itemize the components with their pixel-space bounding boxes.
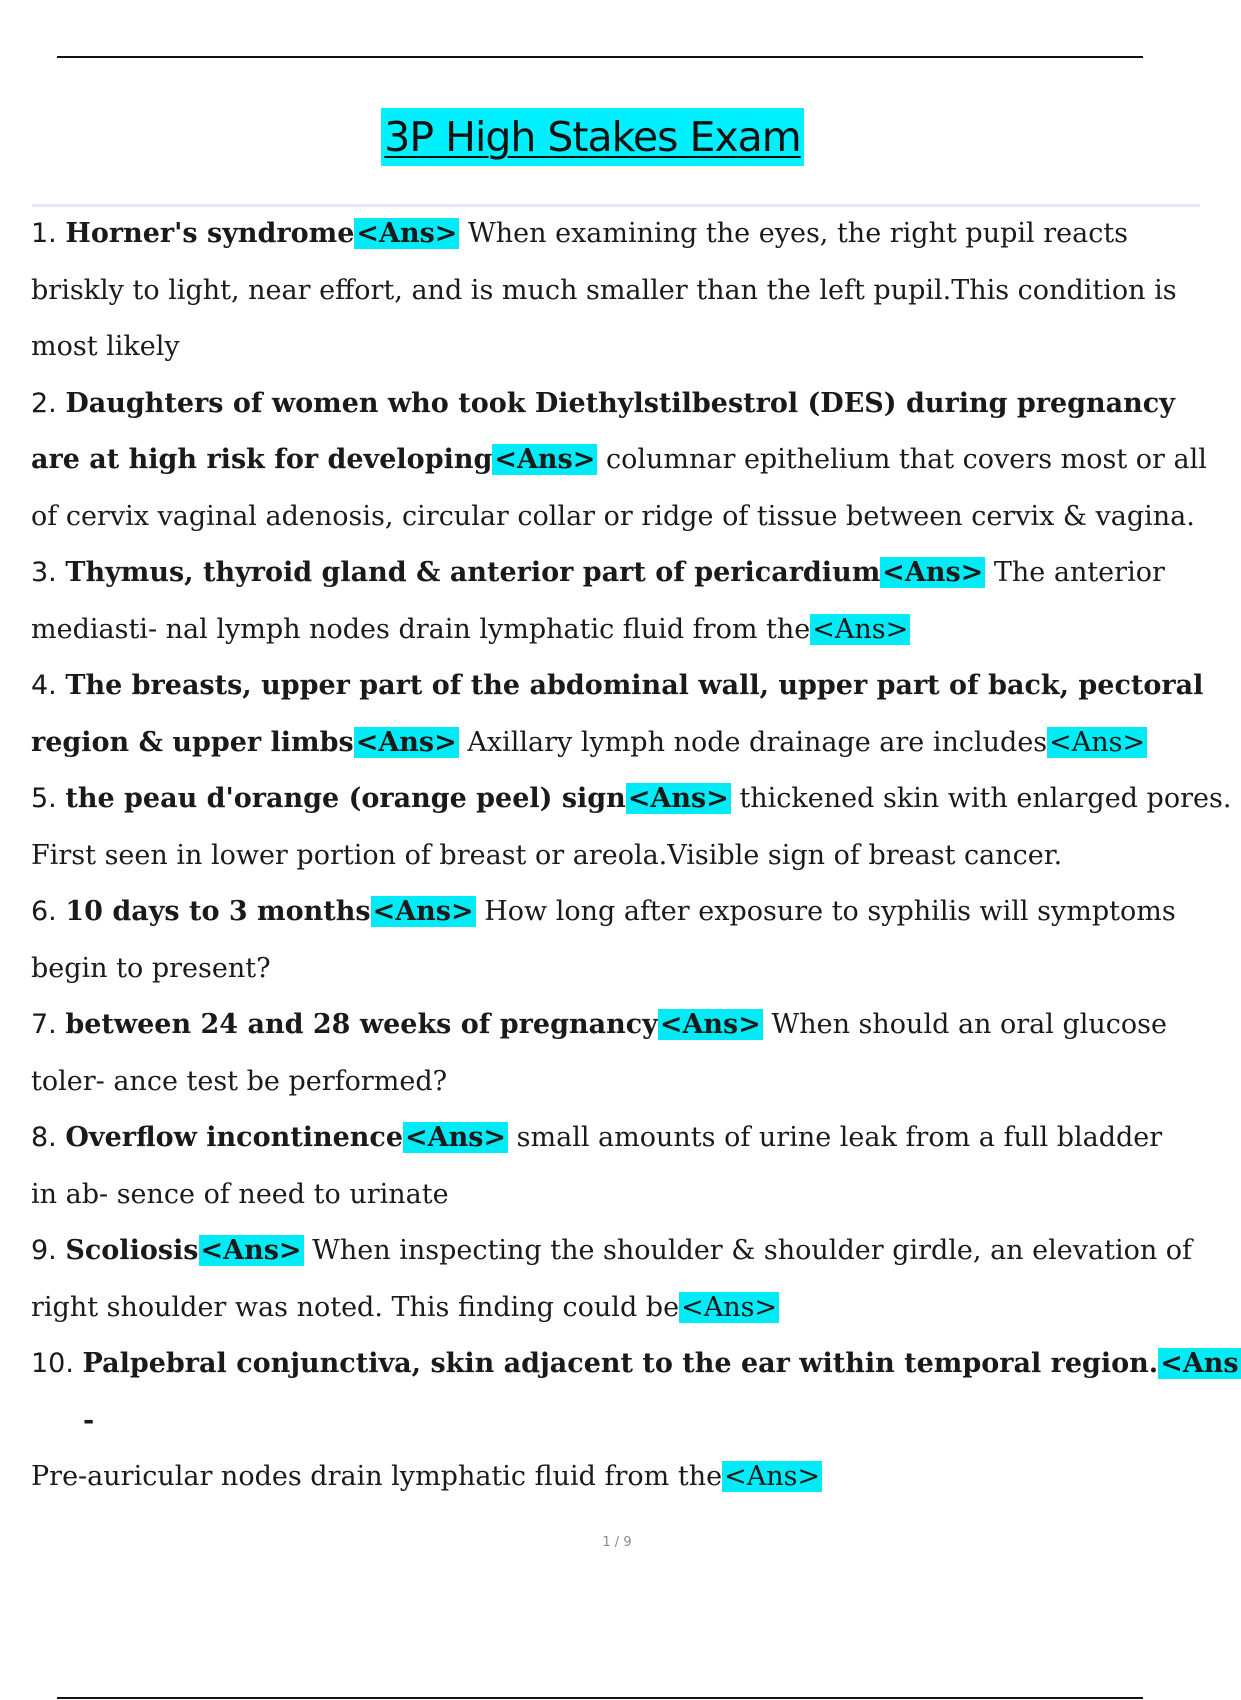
list-item-3-line-2	[31, 602, 1200, 659]
item-text: toler- ance test be performed?	[31, 1065, 448, 1097]
ans-highlight: <Ans>	[1049, 726, 1146, 758]
item-text: Pre-auricular nodes drain lymphatic fluid from the	[31, 1461, 723, 1492]
item-text: right shoulder was noted. This finding could be	[31, 1291, 680, 1323]
list-item-7-line-1	[31, 997, 1200, 1054]
item-term: Daughters of women who took Diethylstilbestrol (DES) during pregnancy	[65, 387, 1175, 419]
list-item-3-line-1	[31, 545, 1200, 602]
item-text: columnar epithelium that covers most or all	[605, 444, 1207, 475]
ans-highlight: <Ans>	[812, 613, 909, 645]
item-term: Scoliosis	[65, 1235, 199, 1266]
item-text: When inspecting the shoulder & shoulder girdle, an elevation of	[312, 1235, 1193, 1266]
item-number: 6.	[31, 896, 57, 927]
item-text: in ab- sence of need to urinate	[31, 1178, 449, 1210]
list-item-10-line-2	[31, 1449, 1200, 1506]
ans-highlight: <Ans>	[356, 218, 458, 249]
item-number: 3.	[31, 557, 57, 588]
item-term: Overflow incontinence	[65, 1122, 404, 1153]
item-number: 8.	[31, 1122, 57, 1153]
item-term: The breasts, upper part of the abdominal wall, upper part of back, pectoral	[65, 670, 1204, 701]
item-text: thickened skin with enlarged pores.	[739, 783, 1232, 814]
item-text: small amounts of urine leak from a full bladder	[516, 1122, 1163, 1153]
item-text: The anterior	[993, 557, 1165, 588]
list-item-9-line-2	[31, 1280, 1200, 1337]
item-text: How long after exposure to syphilis will symptoms	[484, 896, 1176, 927]
list-item-1-line-1	[31, 206, 1200, 263]
ans-highlight: <Ans>	[659, 1009, 761, 1040]
list-item-6-line-1	[31, 884, 1200, 941]
list-item-9-line-1	[31, 1223, 1200, 1280]
item-number: 5.	[31, 783, 57, 814]
title-container	[0, 108, 1185, 166]
item-text: of cervix vaginal adenosis, circular collar or ridge of tissue between cervix & vagina.	[31, 500, 1195, 532]
list-item-4-line-2	[31, 715, 1200, 772]
item-term: between 24 and 28 weeks of pregnancy	[65, 1009, 658, 1040]
item-text: First seen in lower portion of breast or areola.Visible sign of breast cancer.	[31, 839, 1063, 871]
question-list	[31, 206, 1239, 1506]
ans-highlight: <Ans>	[200, 1235, 302, 1266]
item-term: 10 days to 3 months	[65, 896, 371, 927]
list-item-5-line-1	[31, 771, 1232, 828]
list-item-1-line-3	[31, 319, 1200, 376]
item-term: are at high risk for developing	[31, 444, 493, 475]
list-item-6-line-2	[31, 941, 1200, 998]
ans-highlight-truncated: <Ans	[1160, 1348, 1239, 1379]
item-text: When should an oral glucose	[771, 1009, 1168, 1040]
ans-highlight: <Ans>	[355, 726, 457, 758]
item-number: 10.	[31, 1348, 74, 1379]
item-term: region & upper limbs	[31, 726, 354, 758]
page-number: 1 / 9	[602, 1535, 632, 1550]
item-number: 2.	[31, 387, 57, 419]
ans-highlight: <Ans>	[494, 444, 596, 475]
list-item-7-line-2	[31, 1054, 1200, 1111]
item-number: 1.	[31, 218, 57, 249]
list-item-1-line-2	[31, 263, 1200, 320]
list-item-2-line-3	[31, 489, 1200, 546]
top-rule	[57, 56, 1143, 58]
list-item-5-line-2	[31, 828, 1200, 885]
ans-highlight: <Ans>	[627, 783, 729, 814]
list-item-4-line-1	[31, 658, 1204, 715]
list-item-8-line-1	[31, 1110, 1200, 1167]
item-text: begin to present?	[31, 952, 271, 984]
bottom-rule	[57, 1697, 1143, 1699]
page-title: 3P High Stakes Exam	[381, 108, 803, 166]
ans-highlight: <Ans>	[724, 1461, 821, 1492]
item-number: 7.	[31, 1009, 57, 1040]
item-number: 4.	[31, 670, 57, 701]
ans-highlight: <Ans>	[882, 557, 984, 588]
list-item-2-line-1	[31, 376, 1200, 433]
item-term: Palpebral conjunctiva, skin adjacent to the ear within temporal region.	[82, 1348, 1159, 1379]
item-text: mediasti- nal lymph nodes drain lymphatic fluid from the	[31, 613, 811, 645]
list-item-10-dash: -	[83, 1404, 95, 1436]
ans-highlight: <Ans>	[372, 896, 474, 927]
list-item-8-line-2	[31, 1167, 1200, 1224]
item-term: Thymus, thyroid gland & anterior part of pericardium	[65, 557, 881, 588]
list-item-2-line-2	[31, 432, 1207, 489]
item-text: Axillary lymph node drainage are includes	[467, 726, 1048, 758]
item-term: Horner's syndrome	[65, 218, 355, 249]
item-term: the peau d'orange (orange peel) sign	[65, 783, 626, 814]
ans-highlight: <Ans>	[405, 1122, 507, 1153]
item-text: When examining the eyes, the right pupil reacts	[468, 218, 1129, 249]
list-item-10-line-1	[31, 1336, 1239, 1393]
item-text: most likely	[31, 331, 180, 362]
item-number: 9.	[31, 1235, 57, 1266]
item-text: briskly to light, near effort, and is much smaller than the left pupil.This condition is	[31, 274, 1177, 306]
ans-highlight: <Ans>	[681, 1291, 778, 1323]
